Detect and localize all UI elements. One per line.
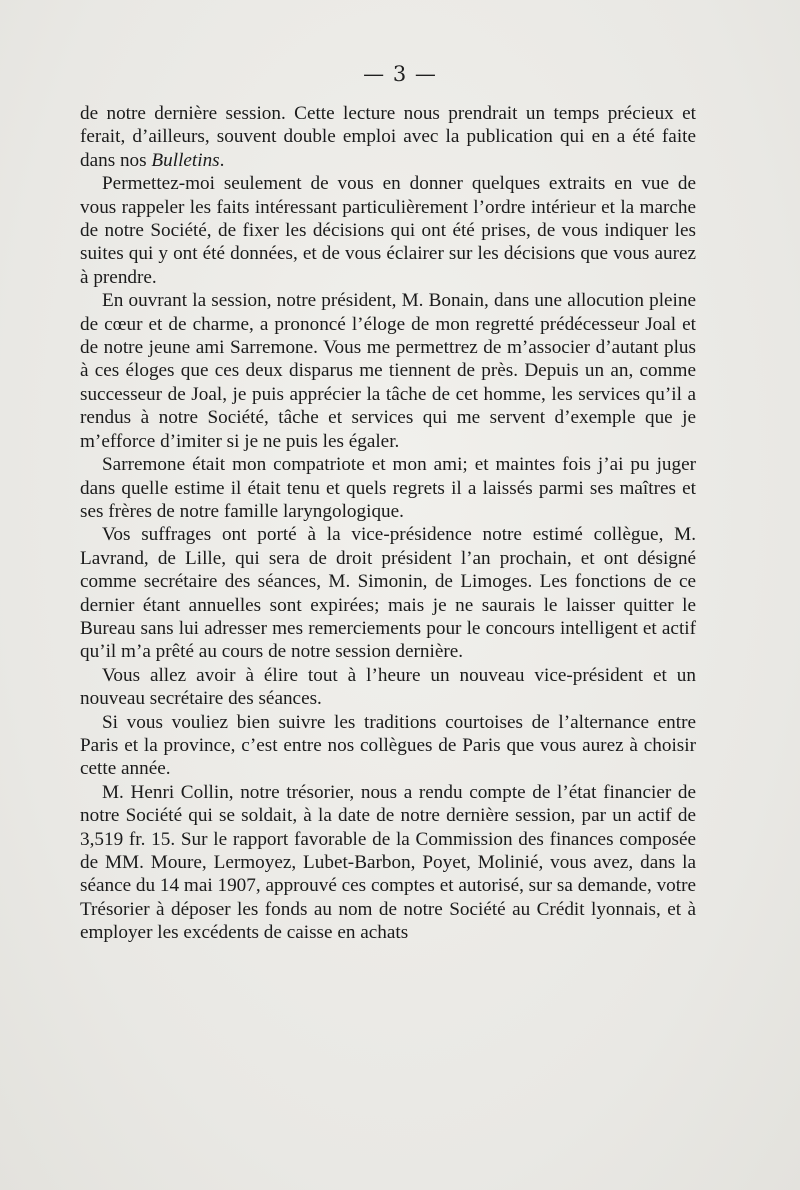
paragraph: Vous allez avoir à élire tout à l’heure un nouveau vice-président et un nouveau secrétaire des séances.: [80, 664, 696, 710]
paragraph-last: M. Henri Collin, notre trésorier, nous a rendu compte de l’état financier de notre Société qui se soldait, à la date de notre dernière session, par un actif de 3,519 fr. 15. Sur le rapport favorable de la Commission des finances composée de MM. Moure, Lermoyez, Lubet-Barbon, Poyet, Molinié, vous avez, dans la séance du 14 mai 1907, approuvé ces comptes et autorisé, sur sa demande, votre Trésorier à déposer les fonds au nom de notre Société au Crédit lyonnais, et à employer les excédents de caisse en achats: [80, 781, 696, 944]
paragraph: Vos suffrages ont porté à la vice-présidence notre estimé collègue, M. Lavrand, de Lille, qui sera de droit président l’an prochain, et ont désigné comme secrétaire des séances, M. Simonin, de Limoges. Les fonctions de ce dernier étant annuelles sont expirées; mais je ne saurais le laisser quitter le Bureau sans lui adresser mes remerciements pour le concours intelligent et actif qu’il m’a prêté au cours de notre session dernière.: [80, 524, 696, 663]
paragraph: En ouvrant la session, notre président, M. Bonain, dans une allocution pleine de cœur et de charme, a prononcé l’éloge de mon regretté prédécesseur Joal et de notre jeune ami Sarremone. Vous me permettrez de m’associer d’autant plus à ces éloges que ces deux disparus me tiennent de près. Depuis un an, comme successeur de Joal, je puis apprécier la tâche de cet homme, les services qu’il a rendus à notre Société, tâche et services qui me servent d’exemple que je m’efforce d’imiter si je ne puis les égaler.: [80, 290, 696, 452]
paragraph: Sarremone était mon compatriote et mon ami; et maintes fois j’ai pu juger dans quelle estime il était tenu et quels regrets il a laissés parmi ses maîtres et ses frères de notre famille laryngologique.: [80, 454, 696, 522]
paragraph: Permettez-moi seulement de vous en donner quelques extraits en vue de vous rappeler les faits intéressant particulièrement l’ordre intérieur et la marche de notre Société, de fixer les décisions qui ont été prises, de vous indiquer les suites qui y ont été données, et de vous éclairer sur les décisions que vous aurez à prendre.: [80, 173, 696, 288]
paragraph: Si vous vouliez bien suivre les traditions courtoises de l’alternance entre Paris et la province, c’est entre nos collègues de Paris que vous aurez à choisir cette année.: [80, 711, 696, 780]
paragraph-continuation: [80, 102, 696, 172]
bulletins-italic: Bulletins: [151, 149, 220, 171]
body-text: [80, 102, 696, 945]
paragraph-text-end: .: [219, 149, 225, 171]
paragraph-text: de notre dernière session. Cette lecture nous prendrait un temps précieux et ferait, d’ailleurs, souvent double emploi avec la publication qui en a été faite dans nos: [80, 103, 696, 171]
page-number: — 3 —: [363, 62, 437, 86]
